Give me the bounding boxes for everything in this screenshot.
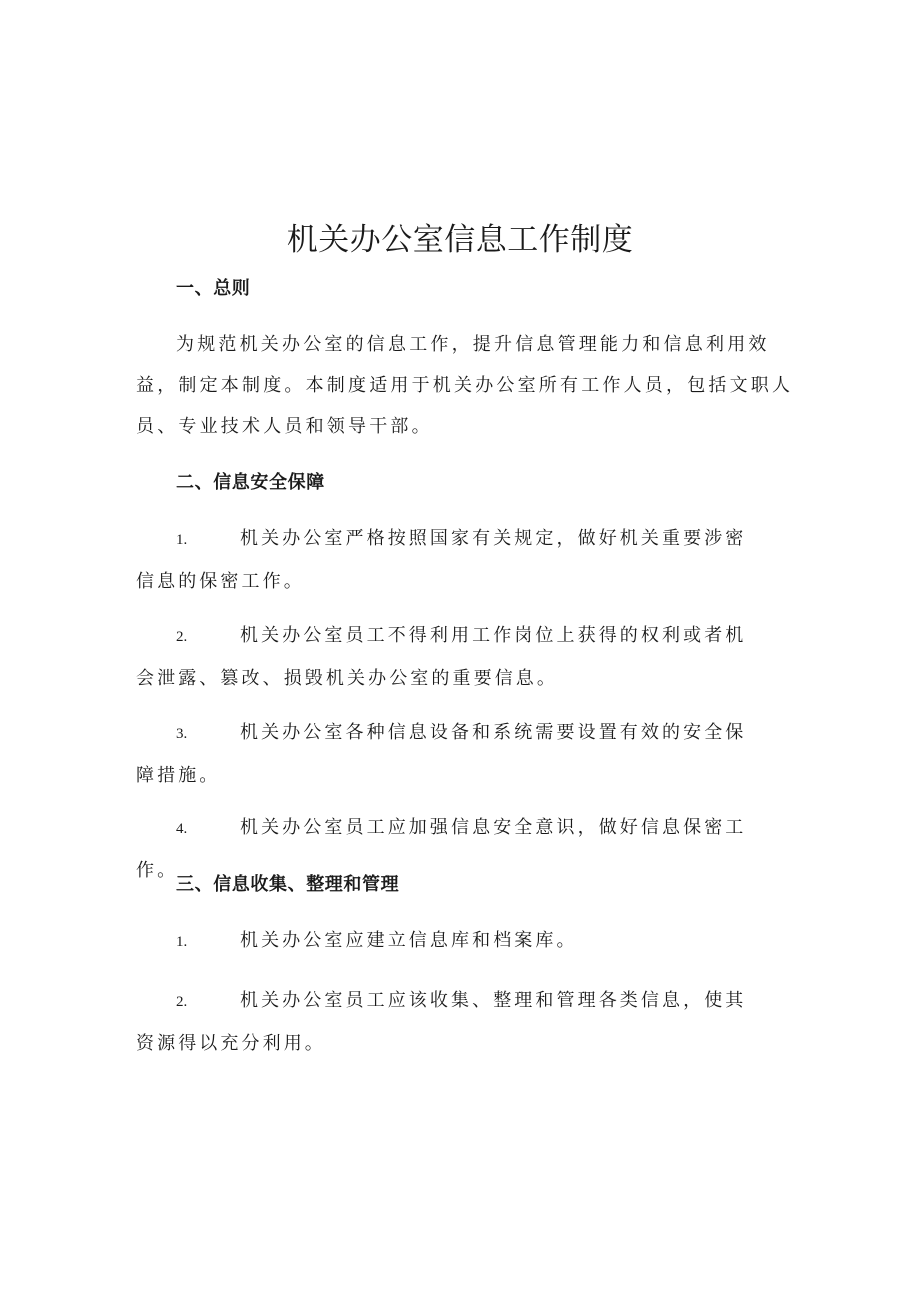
list-item-number: 1. (176, 934, 188, 950)
list-item-number: 1. (176, 532, 188, 548)
list-item-number: 4. (176, 821, 188, 837)
list-item-text: 机关办公室员工不得利用工作岗位上获得的权利或者机会泄露、篡改、损毁机关办公室的重要信息。 (136, 625, 747, 689)
list-item-text: 机关办公室员工应加强信息安全意识，做好信息保密工作。 (136, 817, 747, 881)
section-heading-collection: 三、信息收集、整理和管理 (176, 874, 400, 895)
document-title: 机关办公室信息工作制度 (286, 222, 634, 258)
list-item-text: 机关办公室各种信息设备和系统需要设置有效的安全保障措施。 (136, 722, 747, 786)
section-paragraph-general: 为规范机关办公室的信息工作，提升信息管理能力和信息利用效益，制定本制度。本制度适用于机关办公室所有工作人员，包括文职人员、专业技术人员和领导干部。 (136, 334, 794, 437)
list-item (136, 615, 756, 699)
list-item (136, 920, 756, 963)
list-item-number: 2. (176, 629, 188, 645)
list-item-number: 2. (176, 994, 188, 1010)
list-item (136, 980, 756, 1064)
list-item-text: 机关办公室员工应该收集、整理和管理各类信息，使其资源得以充分利用。 (136, 990, 747, 1054)
section-heading-general: 一、总则 (176, 278, 251, 299)
list-item-text: 机关办公室严格按照国家有关规定，做好机关重要涉密信息的保密工作。 (136, 528, 747, 592)
list-item (136, 712, 756, 796)
list-item-text: 机关办公室应建立信息库和档案库。 (240, 930, 578, 951)
section-heading-security: 二、信息安全保障 (176, 472, 325, 493)
list-item-number: 3. (176, 726, 188, 742)
list-item (136, 518, 756, 602)
